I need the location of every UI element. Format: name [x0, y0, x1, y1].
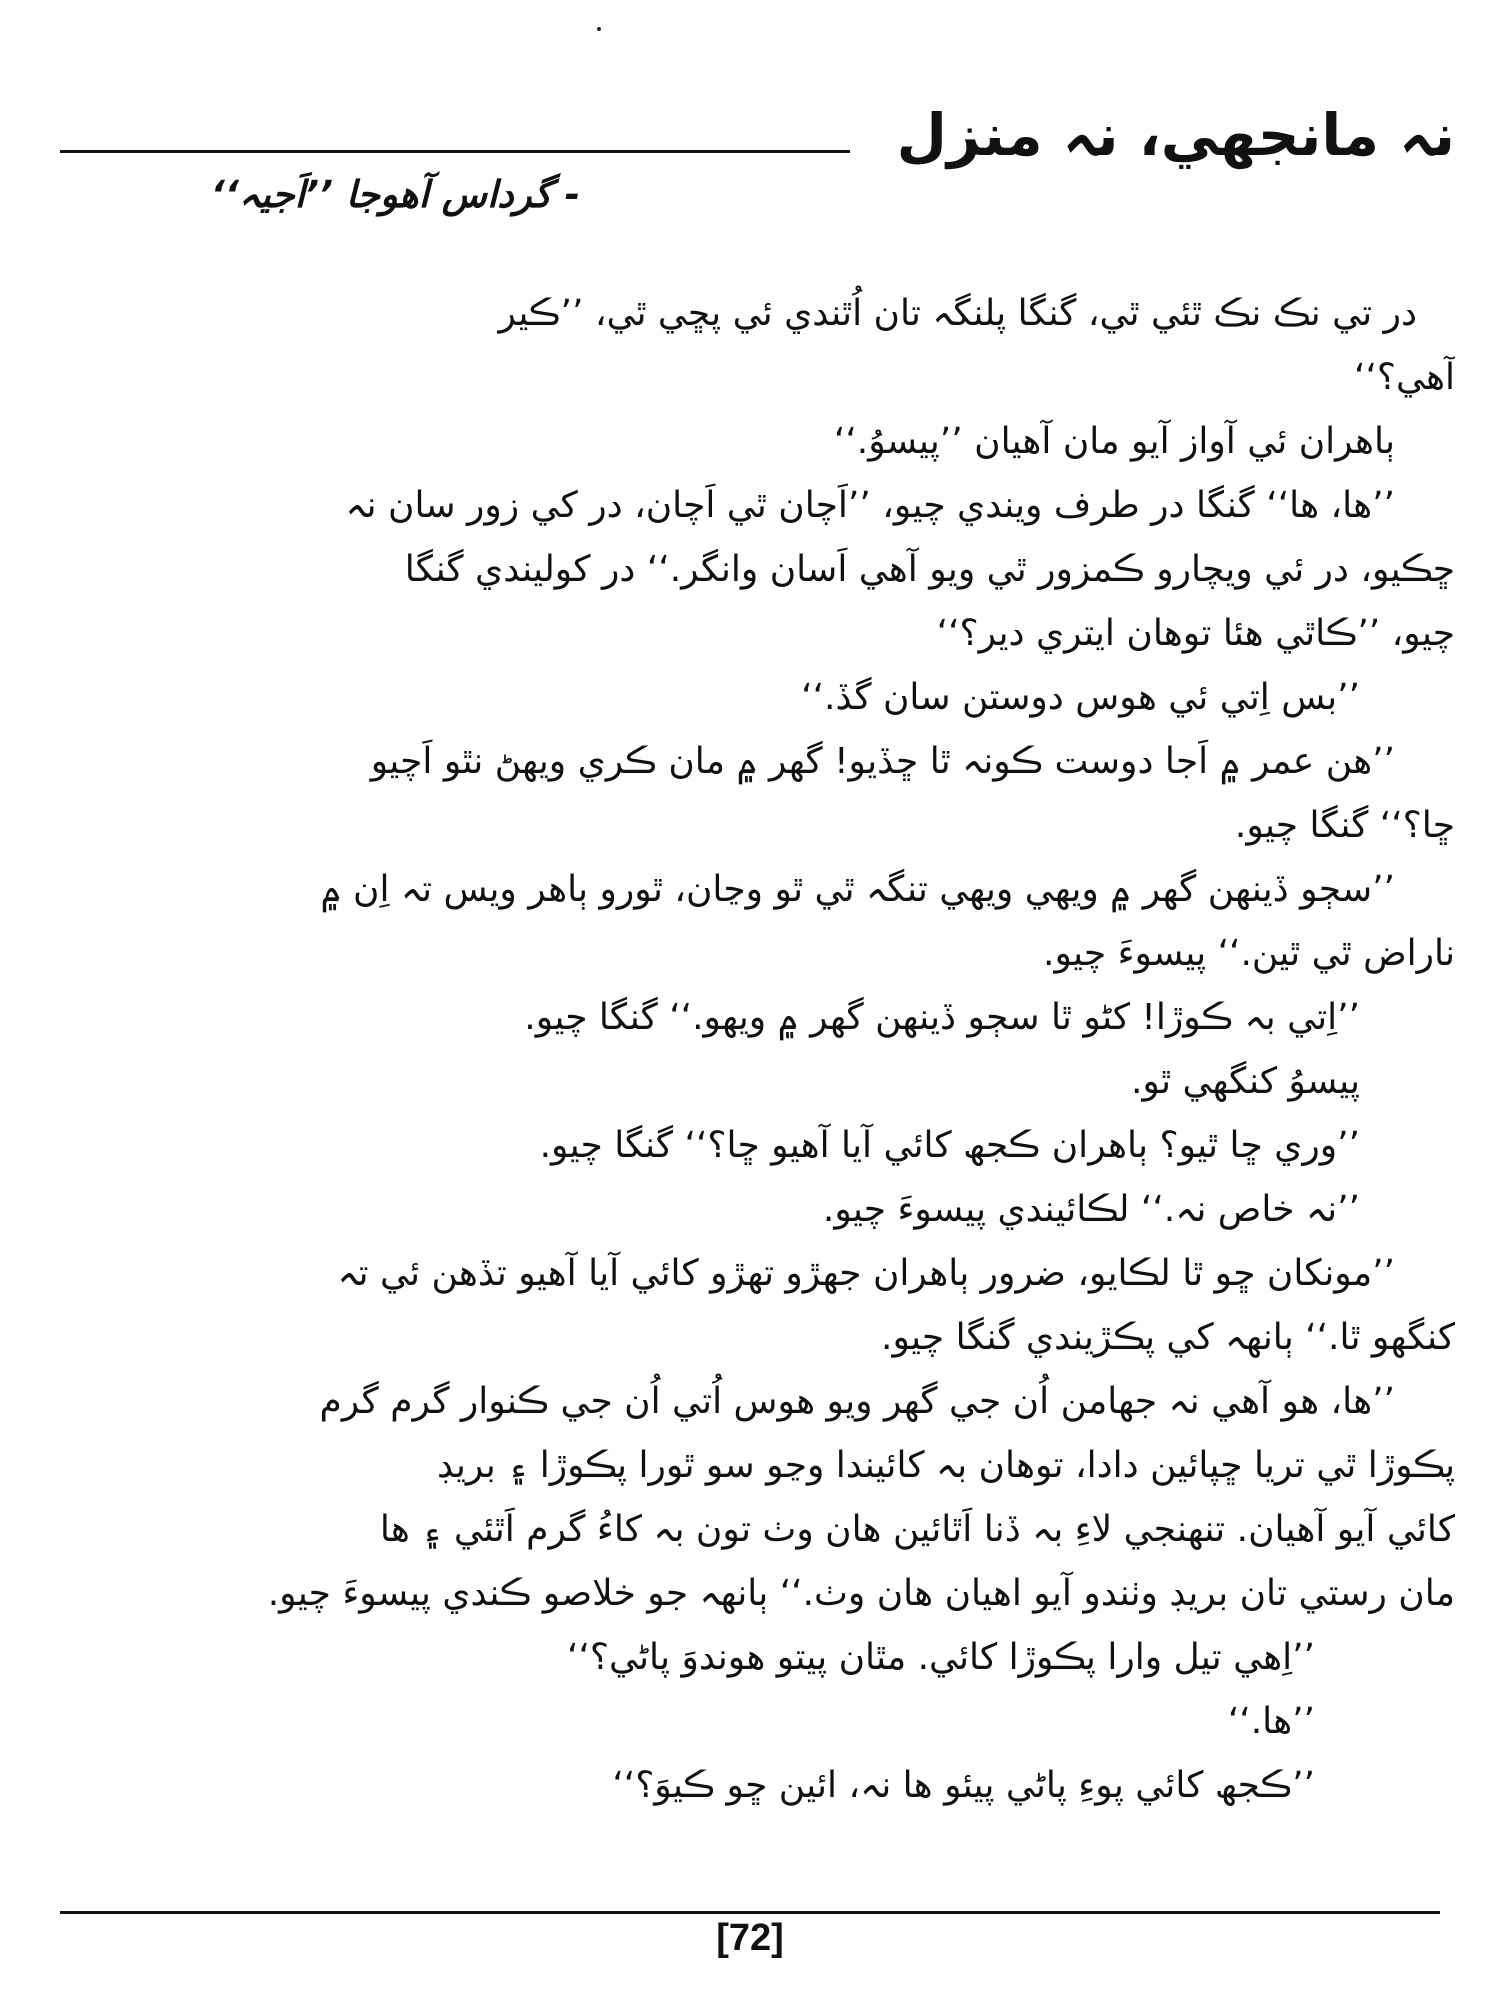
text-line: پڪوڙا ٿي تريا ڇپائين دادا، توهان بہ کائيندا وڃو سو ٿورا پڪوڙا ۽ بريڊ [436, 1445, 1455, 1486]
text-line: ’’بس اِتي ئي هوس دوستن سان گڏ.‘‘ [801, 677, 1360, 718]
text-line: ڇا؟‘‘ گنگا چيو. [1234, 805, 1455, 846]
text-line: پيسوُ کنگهي ٿو. [1130, 1061, 1360, 1102]
text-line: چيو، ’’ڪاٿي هئا توهان ايتري دير؟‘‘ [936, 613, 1455, 654]
title-rule [60, 150, 850, 153]
author-byline: - گرداس آهوجا ’’اَجيہ‘‘ [210, 173, 580, 216]
text-line: ’’ڪجھ کائي پوءِ پاڻي پيئو ها نہ، ائين ڇو ڪيوَ؟‘‘ [612, 1765, 1315, 1806]
text-line: در تي نڪ نڪ ٿئي ٿي، گنگا پلنگہ تان اُٿندي ئي پڇي ٿي، ’’ڪير [498, 293, 1417, 334]
text-line: ’’ها، ها‘‘ گنگا در طرف ويندي چيو، ’’اَچان ٿي اَچان، در کي زور سان نہ [345, 485, 1395, 526]
text-line: ’’هن عمر ۾ اَجا دوست ڪونہ ٿا ڇڏيو! گهر ۾ مان ڪري ويهڻ نٿو اَچيو [370, 741, 1395, 782]
text-line: ڇڪيو، در ئي ويچارو ڪمزور ٿي ويو آهي اَسان وانگر.‘‘ در کوليندي گنگا [404, 549, 1455, 590]
text-line: ’’اِتي بہ ڪوڙا! کڻو ٿا سڄو ڏينهن گهر ۾ ويهو.‘‘ گنگا چيو. [524, 997, 1360, 1038]
text-line: کنگهو ٿا.‘‘ ٻانهہ کي پڪڙيندي گنگا چيو. [881, 1317, 1455, 1358]
text-line: آهي؟‘‘ [1354, 357, 1455, 398]
ink-speck [597, 27, 601, 31]
text-line: ’’مونکان ڇو ٿا لڪايو، ضرور ٻاهران جهڙو تهڙو کائي آيا آهيو تڏهن ئي تہ [337, 1253, 1395, 1294]
text-line: مان رستي تان بريڊ وٺندو آيو اهيان هان وٺ.‘‘ ٻانهہ جو خلاصو ڪندي پيسوءَ چيو. [267, 1573, 1455, 1614]
footer-rule [60, 1911, 1440, 1914]
text-line: ’’ها.‘‘ [1227, 1701, 1315, 1742]
text-line: ’’وري ڇا ٿيو؟ ٻاهران ڪجھ کائي آيا آهيو ڇا؟‘‘ گنگا چيو. [539, 1125, 1360, 1166]
text-line: ’’اِهي تيل وارا پڪوڙا کائي. مٿان پيتو هوندوَ پاڻي؟‘‘ [567, 1637, 1315, 1678]
text-line: ’’ها، هو آهي نہ جهامن اُن جي گهر ويو هوس اُتي اُن جي ڪنوار گرم گرم [319, 1381, 1395, 1422]
text-line: ’’نہ خاص نہ.‘‘ لڪائيندي پيسوءَ چيو. [822, 1189, 1360, 1230]
text-line: ٻاهران ئي آواز آيو مان آهيان ’’پيسوُ.‘‘ [833, 421, 1395, 462]
story-body [60, 282, 1455, 1818]
text-line: ناراض ٿي ٿين.‘‘ پيسوءَ چيو. [1043, 933, 1455, 974]
story-title: نہ مانجهي، نہ منزل [896, 101, 1455, 169]
title-row [60, 100, 1455, 170]
page-number: [72] [716, 1917, 784, 1959]
text-line: ’’سڄو ڏينهن گهر ۾ ويهي ويهي تنگہ ٿي ٿو وڃان، ٿورو ٻاهر ويس تہ اِن ۾ [320, 869, 1395, 910]
text-line: کائي آيو آهيان. تنهنجي لاءِ بہ ڏنا اَٿائين هان وٺ تون بہ کاءُ گرم اَٿئي ۽ ها [379, 1509, 1455, 1550]
